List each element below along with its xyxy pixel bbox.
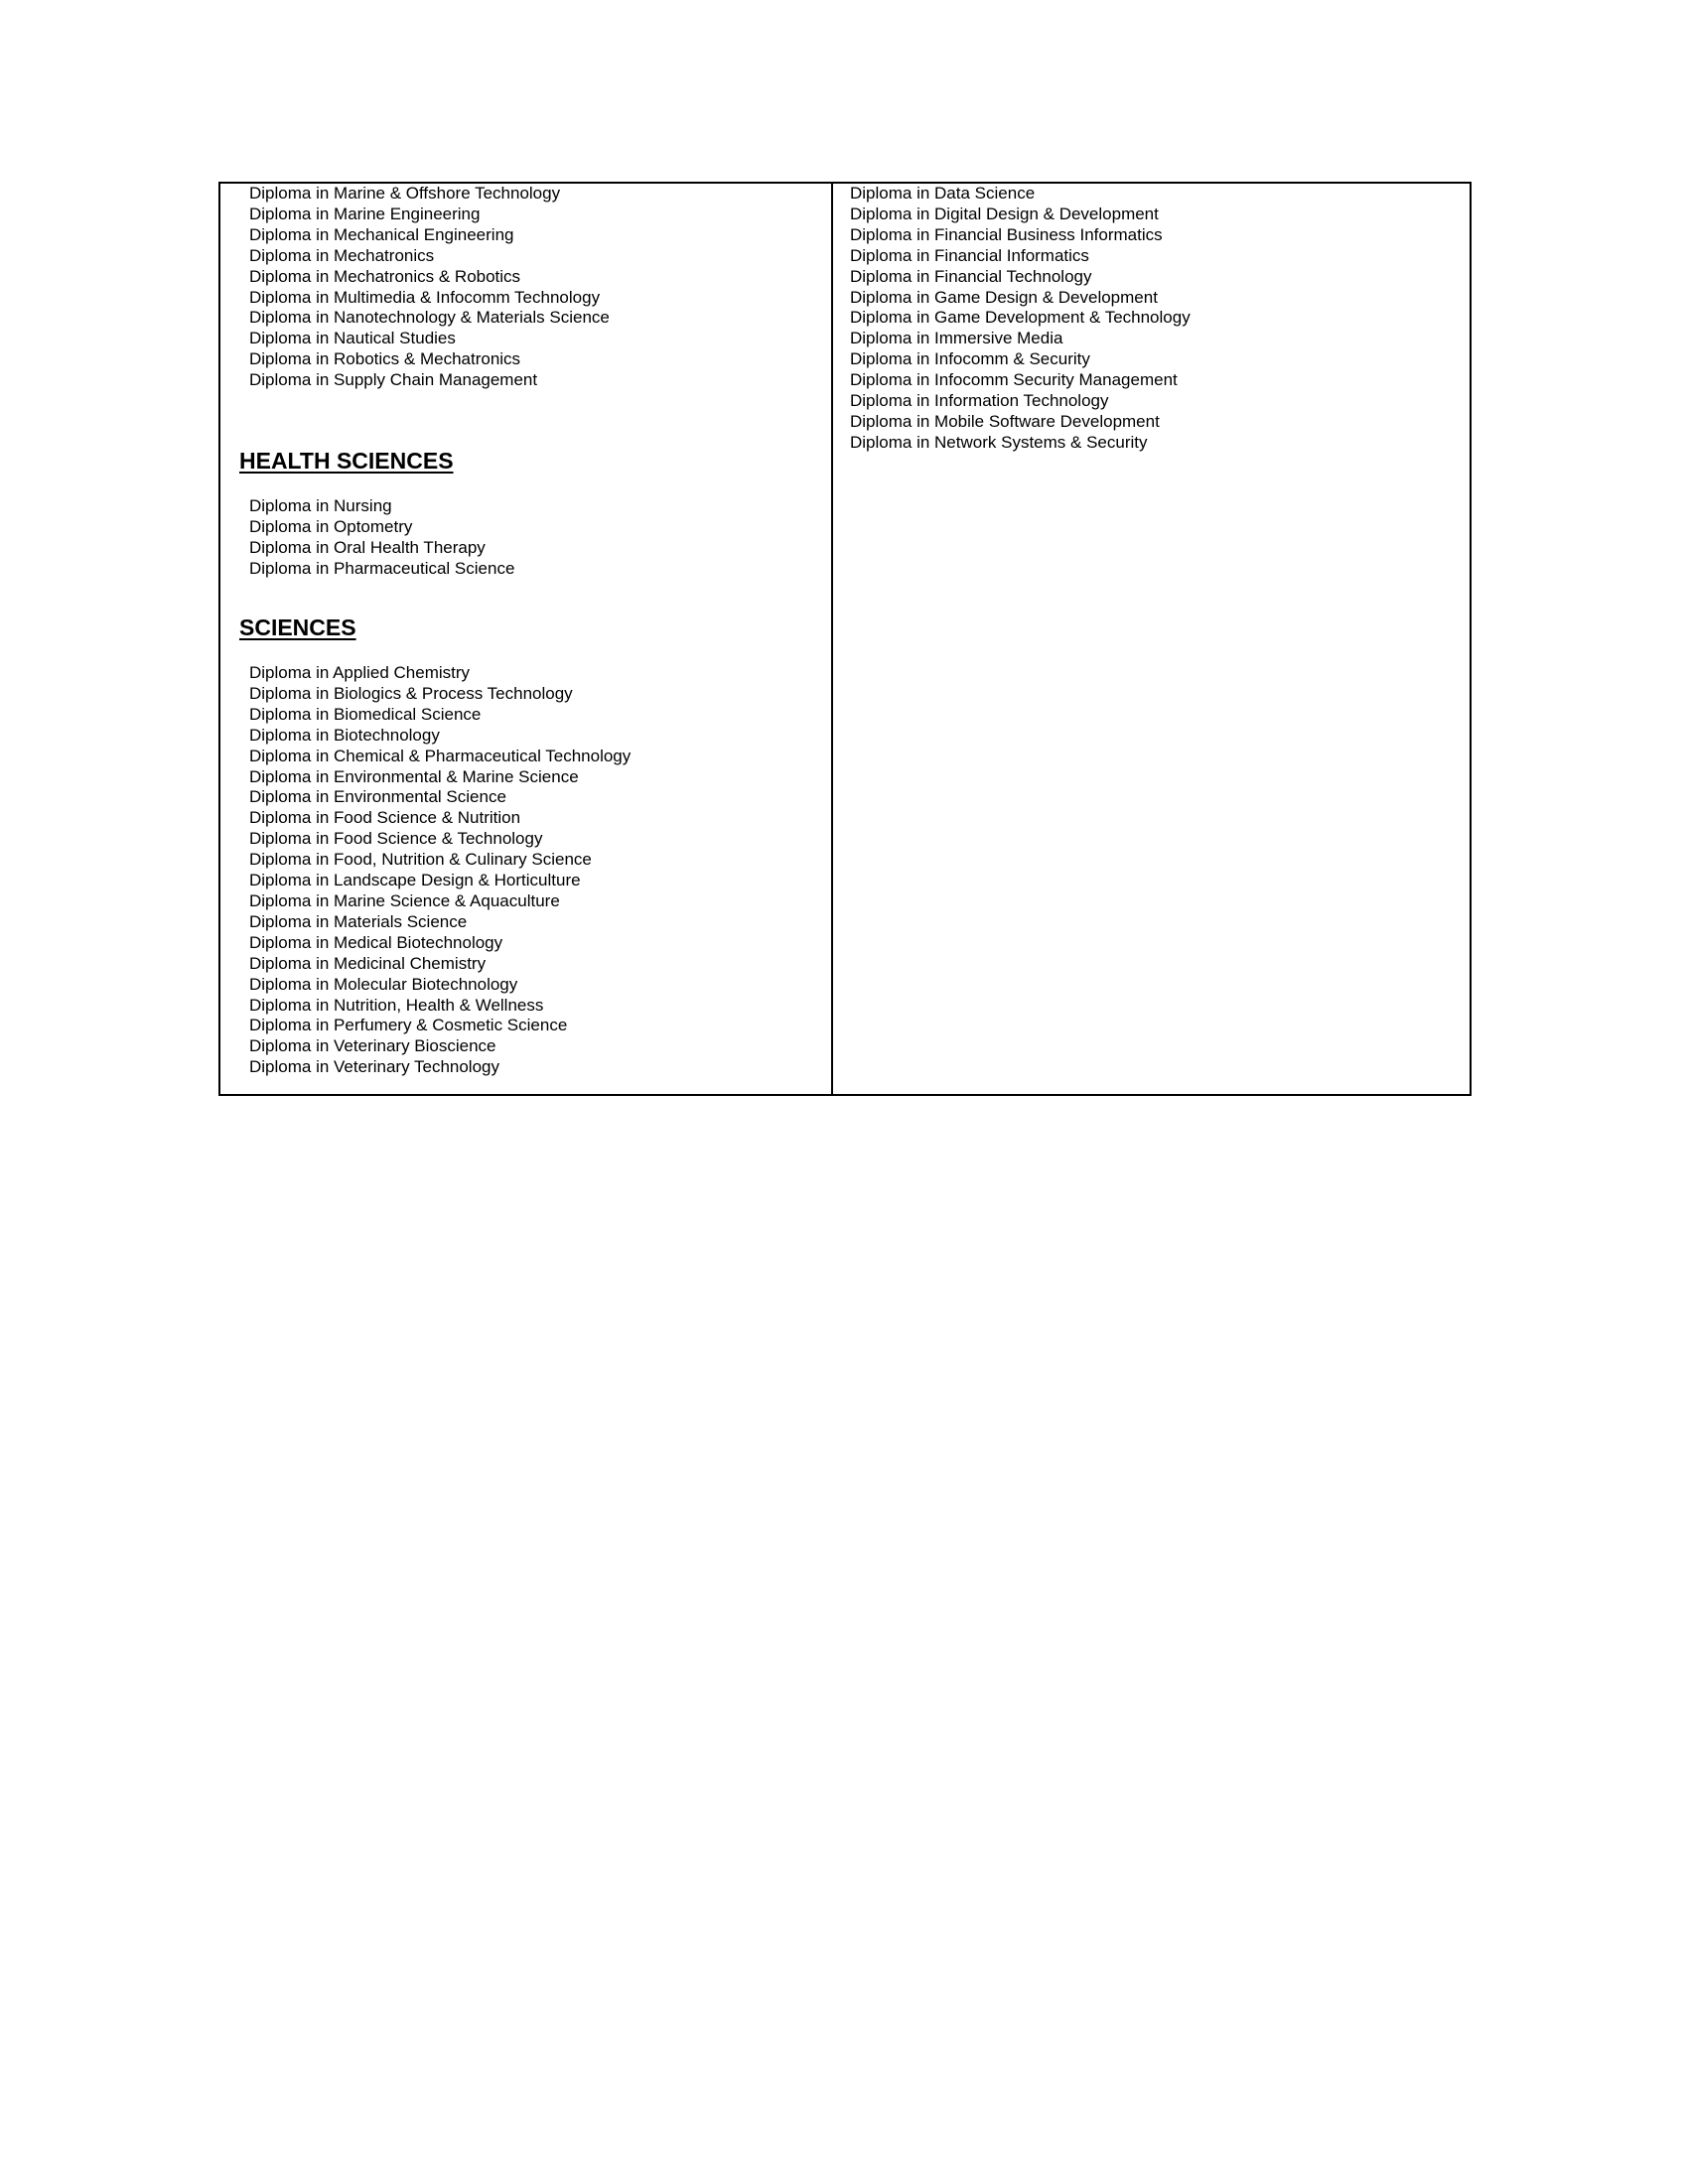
column-divider (831, 184, 833, 1094)
list-item: Diploma in Veterinary Technology (249, 1057, 499, 1077)
list-item: Diploma in Materials Science (249, 911, 468, 931)
list-item: Diploma in Nursing (249, 496, 392, 515)
sciences-list (249, 663, 631, 1078)
list-item: Diploma in Veterinary Bioscience (249, 1036, 496, 1056)
list-item: Diploma in Medical Biotechnology (249, 932, 503, 952)
list-item: Diploma in Mobile Software Development (850, 411, 1160, 431)
list-item: Diploma in Mechatronics (249, 245, 435, 265)
right-column-list (850, 184, 1191, 454)
list-item: Diploma in Biomedical Science (249, 704, 482, 724)
engineering-list (249, 184, 610, 391)
health-sciences-heading: HEALTH SCIENCES (239, 448, 454, 474)
list-item: Diploma in Food, Nutrition & Culinary Science (249, 850, 592, 870)
list-item: Diploma in Applied Chemistry (249, 663, 471, 682)
list-item: Diploma in Landscape Design & Horticulture (249, 871, 581, 890)
list-item: Diploma in Financial Technology (850, 266, 1092, 286)
list-item: Diploma in Nutrition, Health & Wellness (249, 995, 544, 1015)
diploma-table (218, 182, 1472, 1096)
list-item: Diploma in Biologics & Process Technology (249, 683, 573, 703)
list-item: Diploma in Digital Design & Development (850, 204, 1159, 223)
list-item: Diploma in Robotics & Mechatronics (249, 349, 521, 369)
list-item: Diploma in Nautical Studies (249, 329, 456, 348)
list-item: Diploma in Infocomm Security Management (850, 370, 1178, 390)
list-item: Diploma in Environmental Science (249, 787, 506, 807)
list-item: Diploma in Food Science & Nutrition (249, 808, 521, 828)
list-item: Diploma in Data Science (850, 184, 1036, 203)
list-item: Diploma in Financial Business Informatics (850, 224, 1163, 244)
list-item: Diploma in Infocomm & Security (850, 349, 1090, 369)
list-item: Diploma in Nanotechnology & Materials Science (249, 308, 610, 328)
list-item: Diploma in Biotechnology (249, 725, 440, 745)
list-item: Diploma in Mechatronics & Robotics (249, 266, 521, 286)
list-item: Diploma in Molecular Biotechnology (249, 974, 518, 994)
list-item: Diploma in Environmental & Marine Science (249, 766, 579, 786)
list-item: Diploma in Oral Health Therapy (249, 537, 486, 557)
list-item: Diploma in Food Science & Technology (249, 829, 543, 849)
health-sciences-list (249, 496, 514, 580)
list-item: Diploma in Game Design & Development (850, 287, 1158, 307)
list-item: Diploma in Medicinal Chemistry (249, 953, 487, 973)
list-item: Diploma in Multimedia & Infocomm Technology (249, 287, 601, 307)
list-item: Diploma in Financial Informatics (850, 245, 1089, 265)
list-item: Diploma in Marine Science & Aquaculture (249, 890, 560, 910)
list-item: Diploma in Marine & Offshore Technology (249, 184, 561, 203)
list-item: Diploma in Network Systems & Security (850, 432, 1148, 452)
list-item: Diploma in Marine Engineering (249, 204, 481, 223)
list-item: Diploma in Chemical & Pharmaceutical Technology (249, 746, 632, 765)
sciences-heading: SCIENCES (239, 614, 356, 640)
list-item: Diploma in Information Technology (850, 391, 1109, 411)
list-item: Diploma in Perfumery & Cosmetic Science (249, 1016, 568, 1035)
list-item: Diploma in Optometry (249, 516, 413, 536)
list-item: Diploma in Immersive Media (850, 329, 1063, 348)
list-item: Diploma in Supply Chain Management (249, 370, 538, 390)
list-item: Diploma in Mechanical Engineering (249, 224, 514, 244)
list-item: Diploma in Pharmaceutical Science (249, 558, 515, 578)
list-item: Diploma in Game Development & Technology (850, 308, 1191, 328)
